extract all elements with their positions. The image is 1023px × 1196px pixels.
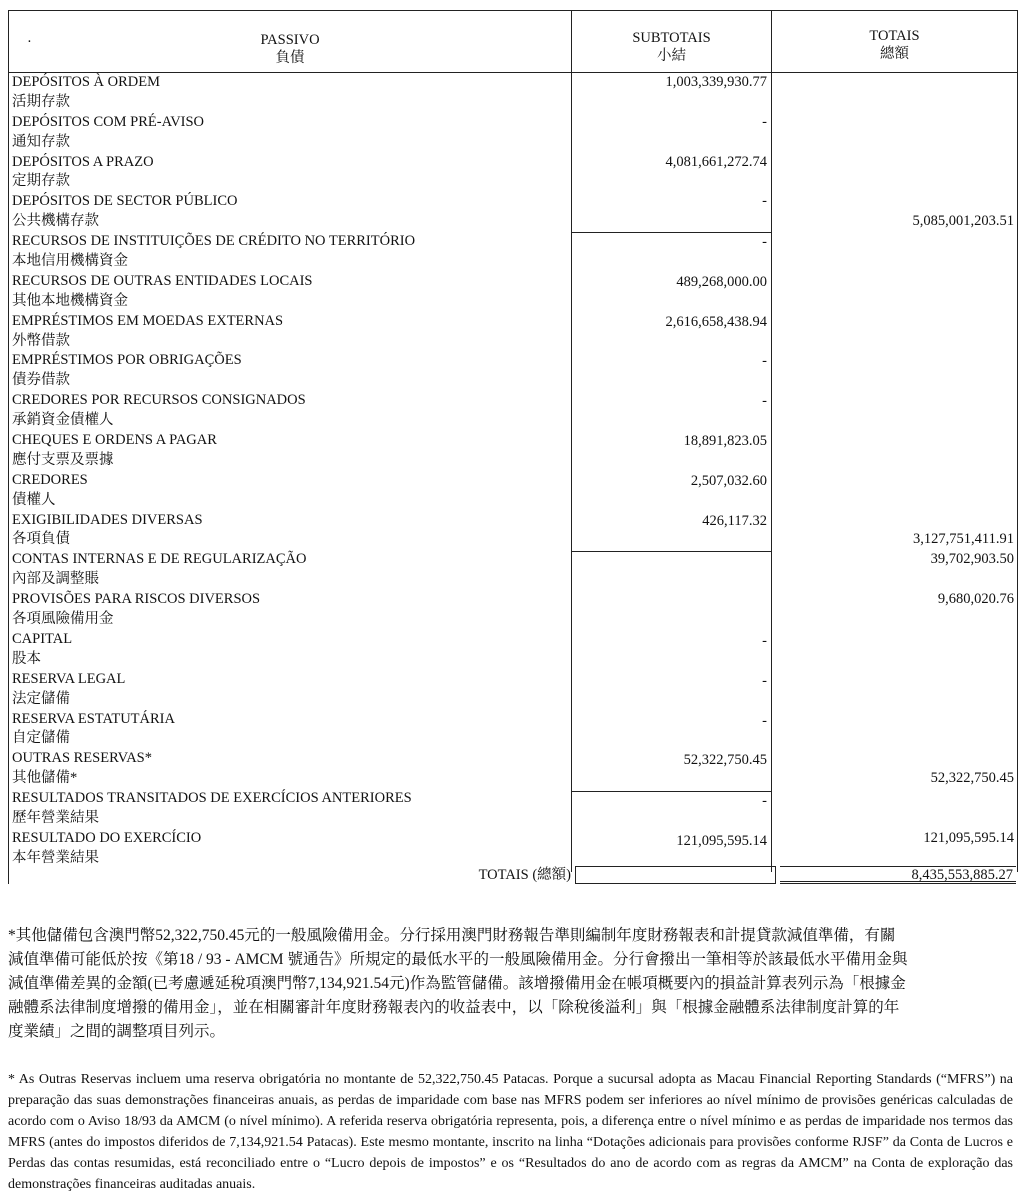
row-label-zh: 本地信用機構資金	[12, 253, 128, 270]
row-total: 3,127,751,411.91	[913, 531, 1014, 548]
row-subtotal-blank	[572, 372, 771, 392]
row-total: 121,095,595.14	[923, 829, 1014, 846]
row-total	[772, 332, 1017, 352]
header-passivo-pt: PASSIVO	[260, 32, 320, 48]
row-subtotal: 2,616,658,438.94	[665, 313, 767, 330]
totals-subtotal-box	[575, 866, 776, 884]
row-subtotal: 52,322,750.45	[683, 752, 767, 769]
header-passivo-zh: 負債	[275, 50, 305, 66]
header-subtotais-pt: SUBTOTAIS	[632, 30, 711, 46]
row-total	[772, 789, 1017, 809]
row-total	[772, 232, 1017, 252]
row-subtotal-blank	[572, 812, 771, 832]
row-label-pt: RESERVA ESTATUTÁRIA	[12, 710, 175, 727]
row-subtotal-blank	[572, 293, 771, 313]
row-subtotal-blank	[572, 572, 771, 592]
row-label-pt: RESERVA LEGAL	[12, 670, 126, 687]
row-subtotal: -	[762, 193, 767, 210]
row-total	[772, 172, 1017, 192]
row-label-pt: CREDORES POR RECURSOS CONSIGNADOS	[12, 392, 306, 409]
row-label-pt: EMPRÉSTIMOS POR OBRIGAÇÕES	[12, 352, 242, 369]
row-label-zh: 其他儲備*	[12, 770, 78, 787]
row-subtotal: -	[762, 353, 767, 370]
header-subtotais	[571, 11, 772, 72]
row-total	[772, 113, 1017, 133]
row-subtotal: -	[762, 672, 767, 689]
row-label-pt: PROVISÕES PARA RISCOS DIVERSOS	[12, 591, 261, 608]
row-total: 52,322,750.45	[930, 770, 1014, 787]
row-label-zh: 法定儲備	[12, 690, 70, 707]
row-label-pt: CHEQUES E ORDENS A PAGAR	[12, 432, 217, 449]
row-subtotal: 1,003,339,930.77	[665, 74, 767, 90]
row-total	[772, 371, 1017, 391]
row-subtotal-blank	[572, 212, 771, 232]
footnote-portuguese: * As Outras Reservas incluem uma reserva obrigatória no montante de 52,322,750.45 Patacas. Porque a sucursal adopta as Macau Financial Reporting Standards (“MFRS”) na preparação das suas demonstrações financeiras anuais, as perdas de imparidade com base nas MFRS podem ser inferiores ao nível mínimo de provisões genéricas calculadas de acordo com o Aviso 18/93 da AMCM (o nível mínimo). A referida reserva obrigatória representa, pois, a diferença entre o nível mínimo e as perdas de imparidade nos termos das MFRS (antes do impostos diferidos de 7,134,921.54 Patacas). Este mesmo montante, inscrito na linha “Dotações adicionais para provisões conforme RJSF” da Conta de Lucros e Perdas das contas resumidas, está reconciliado entre o “Lucro depois de impostos” e os “Resultados do ano de acordo com as regras da AMCM” na Conta de exploração das demonstrações financeiras auditadas anuais.	[8, 1072, 1013, 1192]
row-subtotal: -	[762, 712, 767, 729]
row-label-zh: 各項負債	[12, 531, 70, 548]
row-subtotal: 2,507,032.60	[690, 472, 767, 489]
row-label-zh: 股本	[12, 650, 41, 667]
row-total	[772, 749, 1017, 769]
row-total	[772, 670, 1017, 690]
row-total	[772, 570, 1017, 590]
row-label-pt: DEPÓSITOS À ORDEM	[12, 74, 160, 90]
row-subtotal-blank	[572, 172, 771, 192]
header-subtotais-zh: 小結	[657, 48, 686, 64]
row-label-zh: 歷年營業結果	[12, 809, 99, 826]
row-subtotal-blank	[572, 612, 771, 632]
row-total	[772, 610, 1017, 630]
row-label-pt: DEPÓSITOS A PRAZO	[12, 153, 154, 170]
row-subtotal: -	[762, 113, 767, 130]
row-total	[772, 451, 1017, 471]
row-subtotal-blank	[572, 771, 771, 791]
header-totais	[772, 11, 1017, 72]
row-subtotal-blank	[572, 412, 771, 432]
row-total	[772, 312, 1017, 332]
row-total	[772, 153, 1017, 173]
row-subtotal	[572, 551, 771, 572]
column-subtotals	[571, 73, 772, 872]
row-total	[772, 650, 1017, 670]
row-subtotal-blank	[572, 531, 771, 551]
totals-row	[8, 866, 1016, 884]
header-passivo	[9, 11, 571, 72]
row-subtotal-blank	[572, 492, 771, 512]
row-subtotal-blank	[572, 652, 771, 672]
row-total	[772, 431, 1017, 451]
row-label-zh: 活期存款	[12, 93, 70, 110]
row-total	[772, 252, 1017, 272]
row-subtotal: 18,891,823.05	[683, 433, 767, 450]
row-total	[772, 93, 1017, 113]
row-total	[772, 809, 1017, 829]
row-label-zh: 內部及調整賬	[12, 571, 99, 588]
table-header	[9, 11, 1017, 73]
header-totais-pt: TOTAIS	[869, 28, 920, 44]
row-subtotal-blank	[572, 133, 771, 153]
row-label-pt: CREDORES	[12, 471, 88, 488]
liabilities-table	[8, 10, 1018, 872]
row-label-pt: RESULTADO DO EXERCÍCIO	[12, 829, 202, 846]
row-subtotal-blank	[572, 452, 771, 472]
row-label-zh: 債權人	[12, 491, 56, 508]
row-label-pt: EMPRÉSTIMOS EM MOEDAS EXTERNAS	[12, 312, 284, 329]
row-label-zh: 自定儲備	[12, 730, 70, 747]
row-subtotal: 426,117.32	[702, 512, 767, 529]
row-label-zh: 公共機構存款	[12, 213, 99, 230]
row-total	[772, 729, 1017, 749]
row-label-pt: DEPÓSITOS DE SECTOR PÚBLICO	[12, 193, 238, 210]
row-total	[772, 391, 1017, 411]
row-total	[772, 292, 1017, 312]
column-description	[9, 73, 571, 872]
row-subtotal: -	[572, 232, 771, 253]
row-label-pt: CONTAS INTERNAS E DE REGULARIZAÇÃO	[12, 551, 307, 568]
row-total	[772, 630, 1017, 650]
scan-mark: ·	[27, 34, 32, 50]
row-subtotal: -	[762, 393, 767, 410]
row-total: 5,085,001,203.51	[912, 213, 1014, 230]
row-label-zh: 承銷資金債權人	[12, 412, 114, 429]
row-label-pt: EXIGIBILIDADES DIVERSAS	[12, 511, 203, 528]
row-subtotal-blank	[572, 692, 771, 712]
row-total: 9,680,020.76	[937, 591, 1014, 608]
row-label-pt: RESULTADOS TRANSITADOS DE EXERCÍCIOS ANTERIORES	[12, 790, 412, 807]
column-totals	[772, 73, 1017, 872]
row-label-zh: 其他本地機構資金	[12, 292, 128, 309]
row-total	[772, 511, 1017, 531]
row-total	[772, 351, 1017, 371]
footnote-chinese: *其他儲備包含澳門幣52,322,750.45元的一般風險備用金。分行採用澳門財務報告準則編制年度財務報表和計提貸款減值準備，有關減值準備可能低於按《第18 / 93 - AMCM 號通告》所規定的最低水平的一般風險備用金。分行會撥出一筆相等於該最低水平備用金與減值準備差異的金額(已考慮遞延稅項澳門幣7,134,921.54元)作為監管儲備。該增撥備用金在帳項概要內的損益計算表列示為「根據金融體系法律制度增撥的備用金」，並在相關審計年度財務報表內的收益表中，以「除稅後溢利」與「根據金融體系法律制度計算的年度業績」之間的調整項目列示。	[8, 927, 908, 1040]
row-total: 39,702,903.50	[930, 551, 1014, 568]
row-label-zh: 本年營業結果	[12, 849, 99, 866]
row-label-zh: 各項風險備用金	[12, 611, 114, 628]
row-subtotal: 121,095,595.14	[676, 832, 767, 849]
row-total	[772, 690, 1017, 710]
row-total	[772, 133, 1017, 153]
table-body	[9, 73, 1017, 872]
totals-label: TOTAIS (總額)	[8, 866, 575, 884]
row-subtotal-blank	[572, 333, 771, 353]
row-subtotal-blank	[572, 253, 771, 273]
row-total	[772, 272, 1017, 292]
row-total	[772, 192, 1017, 212]
row-total	[772, 73, 1017, 93]
row-subtotal-blank	[572, 93, 771, 113]
row-total	[772, 411, 1017, 431]
row-label-pt: OUTRAS RESERVAS*	[12, 750, 152, 767]
row-label-zh: 外幣借款	[12, 332, 70, 349]
row-subtotal: 4,081,661,272.74	[665, 153, 767, 170]
row-subtotal-blank	[572, 731, 771, 751]
header-totais-zh: 總額	[880, 46, 909, 62]
row-label-zh: 通知存款	[12, 133, 70, 150]
row-total	[772, 491, 1017, 511]
row-label-pt: RECURSOS DE OUTRAS ENTIDADES LOCAIS	[12, 272, 313, 289]
row-label-zh: 債券借款	[12, 372, 70, 389]
row-label-pt: RECURSOS DE INSTITUIÇÕES DE CRÉDITO NO TERRITÓRIO	[12, 233, 416, 250]
row-subtotal: -	[572, 791, 771, 812]
row-label-zh: 定期存款	[12, 173, 70, 190]
row-total	[772, 710, 1017, 730]
totals-value: 8,435,553,885.27	[780, 866, 1016, 884]
row-label-pt: CAPITAL	[12, 630, 73, 647]
row-subtotal	[572, 592, 771, 612]
row-label-zh: 應付支票及票據	[12, 451, 114, 468]
row-total	[772, 471, 1017, 491]
row-subtotal: -	[762, 632, 767, 649]
row-subtotal: 489,268,000.00	[676, 273, 767, 290]
row-label-pt: DEPÓSITOS COM PRÉ-AVISO	[12, 113, 205, 130]
